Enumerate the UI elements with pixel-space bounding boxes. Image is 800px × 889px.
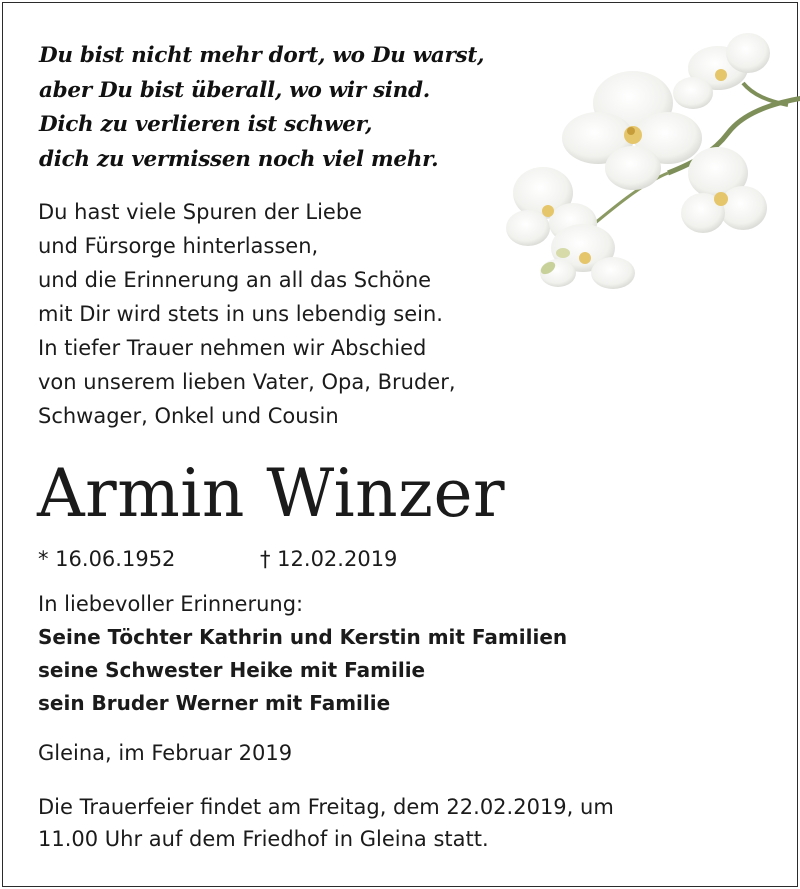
intro-text bbox=[38, 195, 456, 433]
verse-line: dich zu vermissen noch viel mehr. bbox=[39, 146, 439, 172]
intro-line: In tiefer Trauer nehmen wir Abschied bbox=[38, 336, 427, 360]
birth-date: * 16.06.1952 bbox=[38, 547, 176, 571]
intro-line: und die Erinnerung an all das Schöne bbox=[38, 268, 432, 292]
intro-line: Du hast viele Spuren der Liebe bbox=[38, 200, 363, 224]
verse-line: Du bist nicht mehr dort, wo Du warst, bbox=[39, 43, 485, 68]
mourner-line: sein Bruder Werner mit Familie bbox=[38, 691, 391, 715]
life-dates bbox=[38, 543, 398, 575]
intro-line: mit Dir wird stets in uns lebendig sein. bbox=[38, 302, 443, 326]
deceased-name: Armin Winzer bbox=[37, 455, 506, 532]
death-date: † 12.02.2019 bbox=[260, 547, 398, 571]
place-date: Gleina, im Februar 2019 bbox=[38, 741, 293, 765]
intro-line: und Fürsorge hinterlassen, bbox=[38, 234, 319, 258]
ceremony-line: Die Trauerfeier findet am Freitag, dem 22.02.2019, um bbox=[38, 795, 614, 819]
mourner-line: seine Schwester Heike mit Familie bbox=[38, 658, 426, 682]
ceremony-line: 11.00 Uhr auf dem Friedhof in Gleina statt. bbox=[38, 827, 489, 851]
verse bbox=[39, 39, 484, 177]
intro-line: von unserem lieben Vater, Opa, Bruder, bbox=[38, 370, 456, 394]
verse-line: Dich zu verlieren ist schwer, bbox=[39, 112, 373, 137]
mourners bbox=[38, 588, 567, 720]
ceremony-info bbox=[38, 791, 614, 855]
mourners-intro: In liebevoller Erinnerung: bbox=[38, 592, 304, 616]
verse-line: aber Du bist überall, wo wir sind. bbox=[39, 77, 430, 103]
mourner-line: Seine Töchter Kathrin und Kerstin mit Familien bbox=[38, 625, 568, 649]
orchid-flowers-icon bbox=[503, 23, 800, 293]
intro-line: Schwager, Onkel und Cousin bbox=[38, 404, 339, 428]
obituary-card bbox=[2, 2, 798, 887]
